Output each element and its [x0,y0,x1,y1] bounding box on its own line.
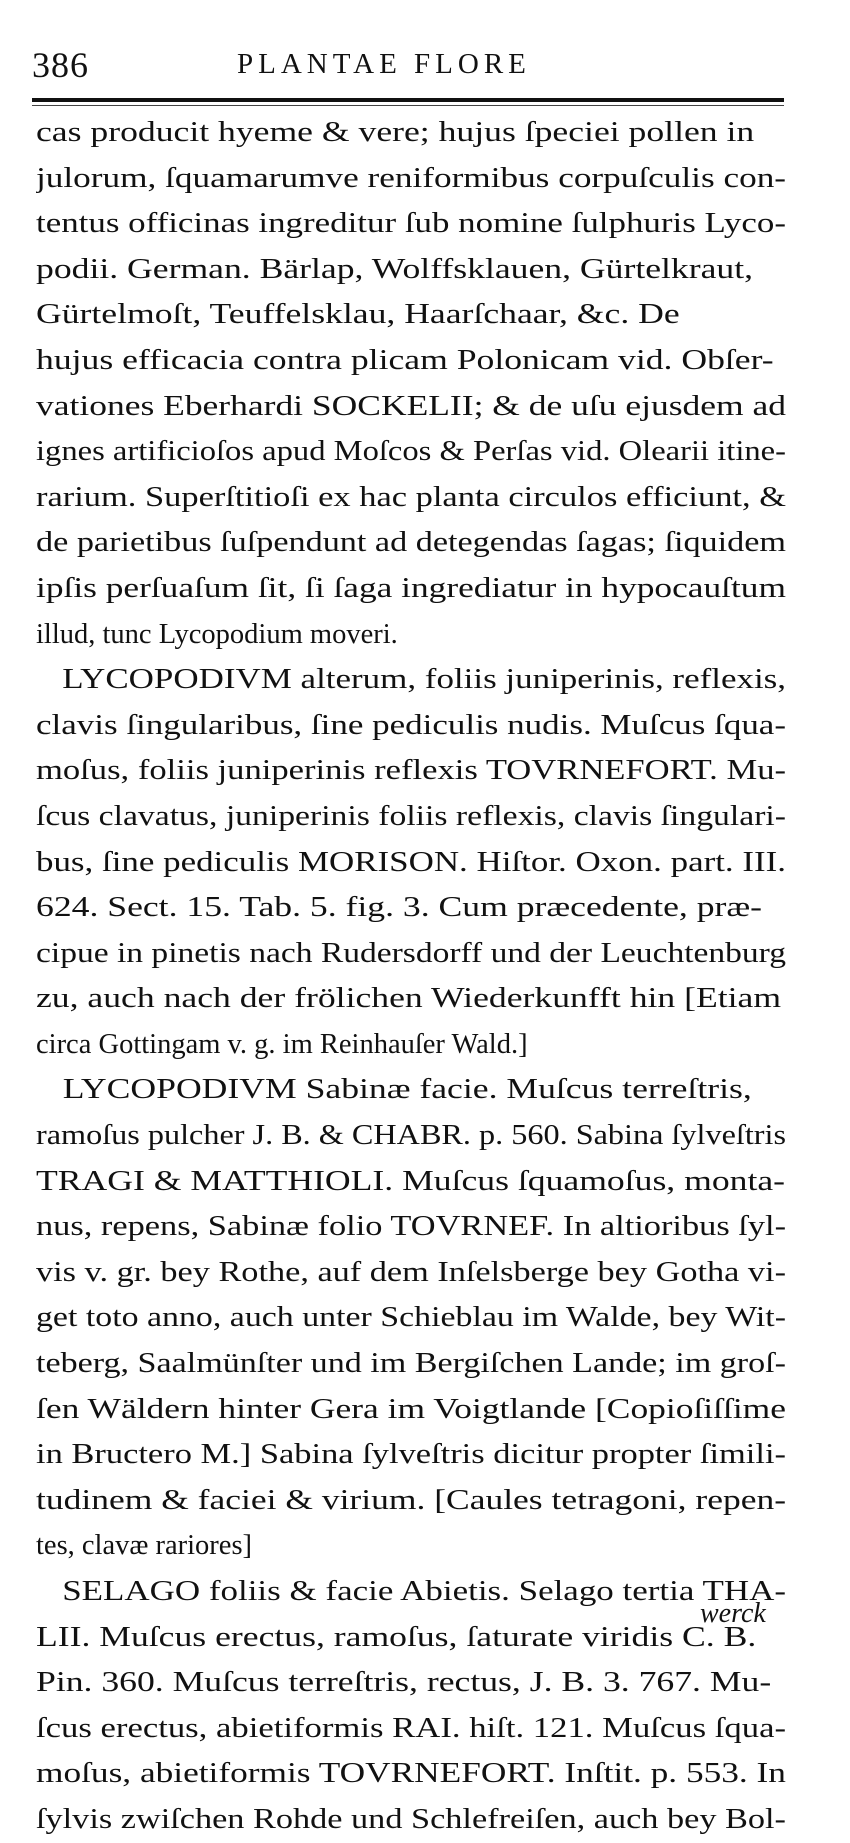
text-line: clavis ſingularibus, ſine pediculis nudis. Muſcus ſqua- [36,709,786,741]
text-line: 624. Sect. 15. Tab. 5. fig. 3. Cum præcedente, præ- [36,892,763,924]
header-rule-thin [32,105,784,106]
text-line: ſcus erectus, abietiformis RAI. hiſt. 121. Muſcus ſqua- [36,1712,787,1744]
text-line: ſen Wäldern hinter Gera im Voigtlande [Copioſiſſime [36,1393,786,1425]
body-text [36,110,788,1843]
text-line: circa Gottingam v. g. im Reinhauſer Wald.] [36,1028,528,1060]
text-line: podii. German. Bärlap, Wolffsklauen, Gürtelkraut, [36,253,754,285]
text-line: TRAGI & MATTHIOLI. Muſcus ſquamoſus, monta- [36,1165,786,1197]
text-line: LYCOPODIVM Sabinæ facie. Muſcus terreſtris, [36,1074,752,1106]
text-line: ignes artificioſos apud Moſcos & Perſas vid. Olearii itine- [36,436,786,468]
text-line: julorum, ſquamarumve reniformibus corpuſculis con- [36,162,787,194]
text-line: ramoſus pulcher J. B. & CHABR. p. 560. Sabina ſylveſtris [36,1120,787,1152]
text-line: vationes Eberhardi SOCKELII; & de uſu ejusdem ad [36,390,787,422]
text-line: illud, tunc Lycopodium moveri. [36,618,398,650]
text-line: tentus officinas ingreditur ſub nomine ſulphuris Lyco- [36,208,786,240]
text-line: de parietibus ſuſpendunt ad detegendas ſagas; ſiquidem [36,527,786,559]
text-line: zu, auch nach der frölichen Wiederkunfft hin [Etiam [36,983,782,1015]
header-rule [32,98,784,102]
text-line: cas producit hyeme & vere; hujus ſpeciei pollen in [36,117,755,148]
text-line: SELAGO foliis & facie Abietis. Selago tertia THA- [36,1576,786,1607]
catchword: werck [700,1598,766,1629]
text-line: Pin. 360. Muſcus terreſtris, rectus, J. B. 3. 767. Mu- [36,1667,772,1699]
text-line: tudinem & faciei & virium. [Caules tetragoni, repen- [36,1484,787,1516]
text-line: get toto anno, auch unter Schieblau im Walde, bey Wit- [36,1302,787,1334]
text-line: vis v. gr. bey Rothe, auf dem Inſelsberge bey Gotha vi- [36,1256,787,1288]
running-header [32,44,782,92]
page-number: 386 [32,45,89,85]
text-line: tes, clavæ rariores] [36,1530,253,1562]
text-line: ſcus clavatus, juniperinis foliis reflexis, clavis ſingulari- [36,800,786,832]
text-line: cipue in pinetis nach Rudersdorff und der Leuchtenburg [36,937,787,969]
text-line: LYCOPODIVM alterum, foliis juniperinis, reflexis, [36,664,787,696]
text-line: Gürtelmoſt, Teuffelsklau, Haarſchaar, &c. De [36,299,680,331]
text-line: hujus efficacia contra plicam Polonicam vid. Obſer- [36,344,774,376]
text-line: in Bructero M.] Sabina ſylveſtris dicitur propter ſimili- [36,1439,786,1471]
text-line: rarium. Superſtitioſi ex hac planta circulos efficiunt, & [36,481,787,513]
text-line: ipſis perſuaſum ſit, ſi ſaga ingrediatur in hypocauſtum [36,572,786,604]
text-line: teberg, Saalmünſter und im Bergiſchen Lande; im groſ- [36,1348,786,1380]
text-line: moſus, foliis juniperinis reflexis TOVRNEFORT. Mu- [36,755,787,787]
text-line: moſus, abietiformis TOVRNEFORT. Inſtit. p. 553. In [36,1758,786,1790]
text-line: bus, ſine pediculis MORISON. Hiſtor. Oxon. part. III. [36,846,787,878]
text-line: ſylvis zwiſchen Rohde und Schlefreiſen, auch bey Bol- [36,1803,786,1835]
text-line: nus, repens, Sabinæ folio TOVRNEF. In altioribus ſyl- [36,1211,787,1243]
text-line: LII. Muſcus erectus, ramoſus, ſaturate viridis C. B. [36,1621,757,1653]
running-title: PLANTAE FLORE [237,48,531,80]
